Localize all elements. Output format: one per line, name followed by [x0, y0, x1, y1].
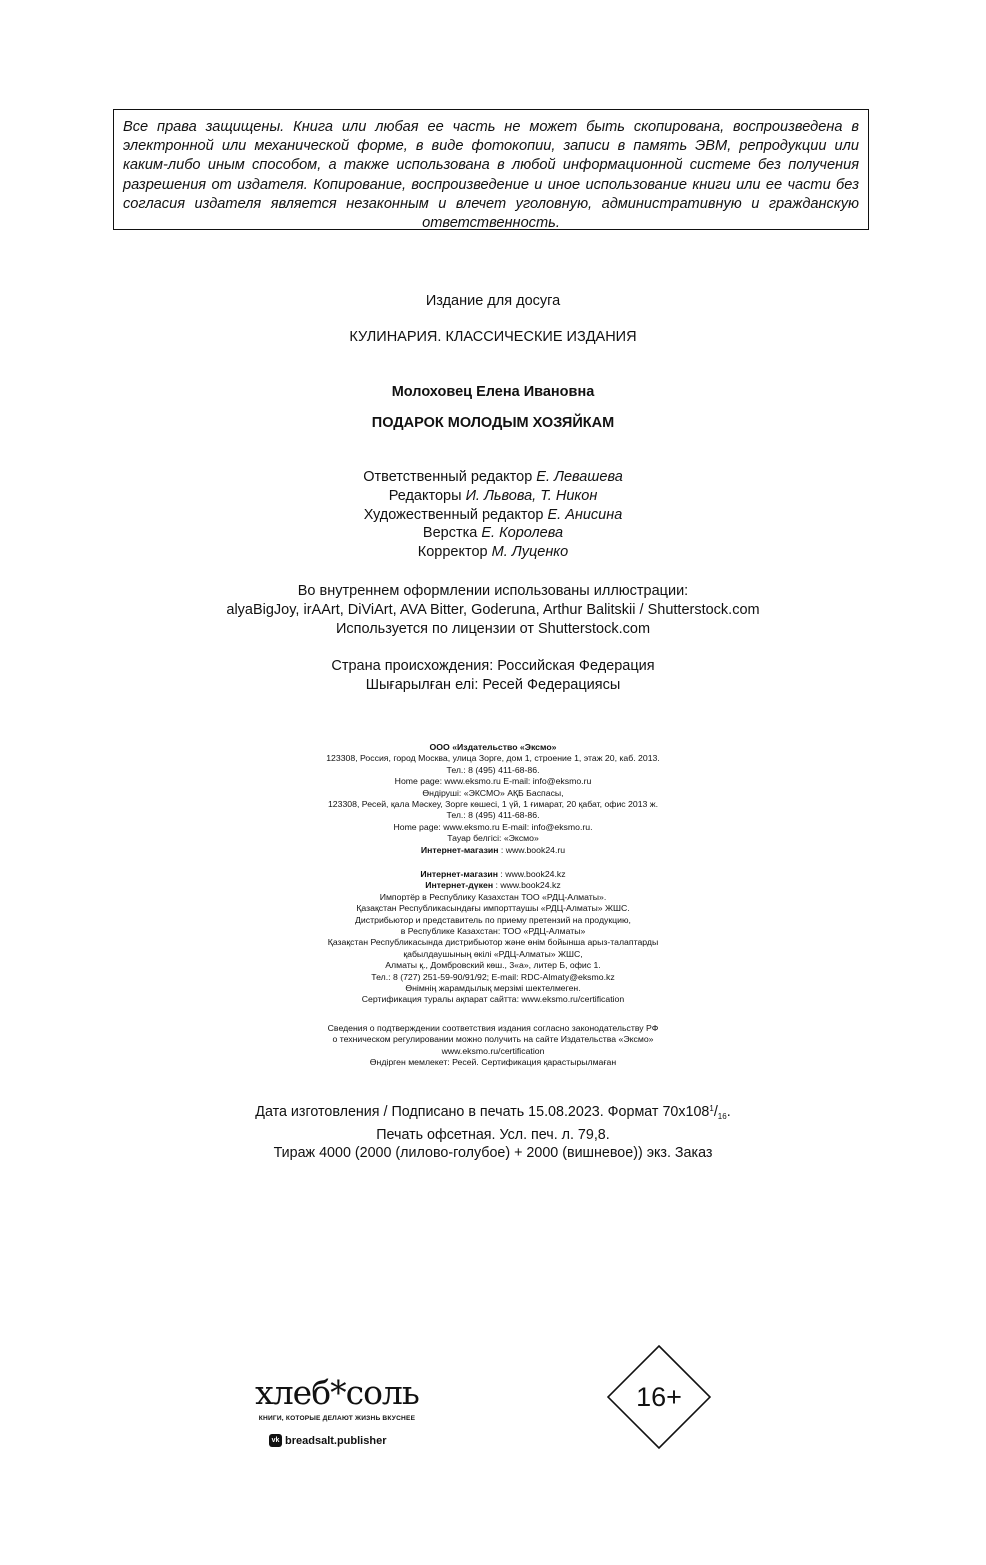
social-handle: breadsalt.publisher: [285, 1434, 387, 1447]
publisher-line: ООО «Издательство «Эксмо»: [429, 742, 557, 752]
credit-person: Е. Королева: [481, 525, 564, 542]
certification-line: о техническом регулировании можно получить на сайте Издательства «Эксмо»: [332, 1034, 654, 1045]
print-method-line: Печать офсетная. Усл. печ. л. 79,8.: [376, 1127, 610, 1144]
publisher-line: Тел.: 8 (495) 411-68-86.: [446, 764, 540, 775]
distribution-line: Импортёр в Республику Казахстан ТОО «РДЦ-Алматы».: [379, 891, 607, 902]
credit-person: М. Луценко: [491, 544, 569, 561]
certification-block: [0, 1023, 986, 1069]
credit-line: [0, 506, 986, 525]
credits-list: [0, 468, 986, 562]
credit-line: [0, 543, 986, 562]
distribution-line: Дистрибьютор и представитель по приему претензий на продукцию,: [355, 914, 631, 925]
publisher-block: [0, 742, 986, 856]
distribution-line: Алматы қ., Домбровский көш., 3«а», литер Б, офис 1.: [385, 960, 601, 971]
rights-notice-box: [113, 109, 869, 230]
credit-role: Верстка: [422, 525, 478, 542]
author-name: Молоховец Елена Ивановна: [391, 384, 595, 400]
publisher-line: Тауар белгісі: «Эксмо»: [447, 833, 539, 844]
age-rating-badge: [607, 1345, 711, 1449]
logo-tagline: КНИГИ, КОТОРЫЕ ДЕЛАЮТ ЖИЗНЬ ВКУСНЕЕ: [258, 1415, 416, 1422]
credit-line: [0, 524, 986, 543]
certification-line: Сведения о подтверждении соответствия издания согласно законодательству РФ: [327, 1023, 659, 1033]
certification-line: Өндірген мемлекет: Ресей. Сертификация қарастырылмаған: [369, 1057, 617, 1068]
distribution-line: Өнімнің жарамдылық мерзімі шектелмеген.: [405, 983, 581, 994]
publisher-line: Тел.: 8 (495) 411-68-86.: [446, 810, 540, 821]
publisher-logo: [245, 1375, 445, 1455]
credit-person: Е. Анисина: [547, 506, 623, 523]
format-denominator: 16: [717, 1112, 727, 1121]
credit-person: И. Львова, Т. Никон: [465, 487, 598, 504]
credit-role: Художественный редактор: [363, 506, 544, 523]
distribution-line: Қазақстан Республикасындағы импорттаушы «РДЦ-Алматы» ЖШС.: [356, 903, 630, 914]
credit-line: [0, 468, 986, 487]
distribution-line: қабылдаушының өкілі «РДЦ-Алматы» ЖШС,: [403, 948, 583, 959]
logo-wordmark: хлеб*соль: [255, 1373, 419, 1412]
certification-line: www.eksmo.ru/certification: [441, 1045, 545, 1056]
print-run-line: Тираж 4000 (2000 (лилово-голубое) + 2000 (вишневое)) экз. Заказ: [273, 1145, 713, 1162]
series-name: КУЛИНАРИЯ. КЛАССИЧЕСКИЕ ИЗДАНИЯ: [349, 329, 637, 345]
edition-type: Издание для досуга: [425, 293, 561, 309]
illustrations-credits: [0, 582, 986, 638]
distribution-line: в Республике Казахстан: ТОО «РДЦ-Алматы»: [400, 926, 586, 937]
credit-role: Редакторы: [388, 487, 462, 504]
social-handle-row: [269, 1432, 386, 1446]
distribution-line: Қазақстан Республикасында дистрибьютор және өнім бойынша арыз-талаптарды: [327, 937, 659, 948]
distribution-line: Тел.: 8 (727) 251-59-90/91/92; E-mail: RDC-Almaty@eksmo.kz: [371, 971, 615, 982]
publisher-line: Home page: www.eksmo.ru E-mail: info@eksmo.ru: [394, 776, 592, 787]
publisher-line: 123308, Россия, город Москва, улица Зорге, дом 1, строение 1, этаж 20, каб. 2013.: [326, 753, 660, 764]
distribution-line: Интернет-дүкен : www.book24.kz: [425, 880, 561, 891]
illustrations-line: alyaBigJoy, irAArt, DiViArt, AVA Bitter, Goderuna, Arthur Balitskii / Shutterstock.com: [226, 601, 760, 618]
publisher-line: Home page: www.eksmo.ru E-mail: info@eksmo.ru.: [393, 821, 593, 832]
age-rating-text: 16+: [636, 1381, 682, 1412]
print-info: [0, 1100, 986, 1163]
publisher-line: Өндіруші: «ЭКСМО» АҚБ Баспасы,: [422, 787, 564, 798]
vk-icon: vk: [269, 1434, 282, 1447]
print-date-format-line: Дата изготовления / Подписано в печать 15.08.2023. Формат $70x108^1/_{16}$.: [255, 1104, 731, 1121]
kazakhstan-distribution-block: [0, 869, 986, 1006]
publisher-line: 123308, Ресей, қала Мәскеу, Зорге көшесі, 1 үй, 1 ғимарат, 20 қабат, офис 2013 ж.: [327, 799, 659, 810]
origin-line: Страна происхождения: Российская Федерация: [331, 658, 655, 674]
credit-line: [0, 487, 986, 506]
origin-line: Шығарылған елі: Ресей Федерациясы: [365, 676, 621, 693]
credit-role: Корректор: [417, 544, 488, 561]
book-title: ПОДАРОК МОЛОДЫМ ХОЗЯЙКАМ: [371, 415, 615, 431]
origin-country: [0, 657, 986, 695]
credit-person: Е. Левашева: [536, 469, 623, 485]
distribution-line: Интернет-магазин : www.book24.kz: [420, 869, 566, 879]
illustrations-line: Во внутреннем оформлении использованы иллюстрации:: [297, 583, 689, 599]
publisher-line: Интернет-магазин : www.book24.ru: [420, 844, 566, 855]
rights-notice-text: Все права защищены. Книга или любая ее часть не может быть скопирована, воспроизведена в электронной или механической форме, в виде фотокопии, записи в память ЭВМ, репродукции или каким-либо иным способом, а также использована в любой информационной системе без получения разрешения от издателя. Копирование, воспроизведение и иное использование книги или ее части без согласия издателя является незаконным и влечет уголовную, административную и гражданскую ответственность.: [123, 119, 859, 232]
format-numerator: 1: [709, 1104, 714, 1113]
distribution-line: Сертификация туралы ақпарат сайтта: www.eksmo.ru/certification: [361, 994, 625, 1005]
illustrations-line: Используется по лицензии от Shutterstock.com: [335, 620, 651, 637]
credit-role: Ответственный редактор: [363, 469, 533, 485]
